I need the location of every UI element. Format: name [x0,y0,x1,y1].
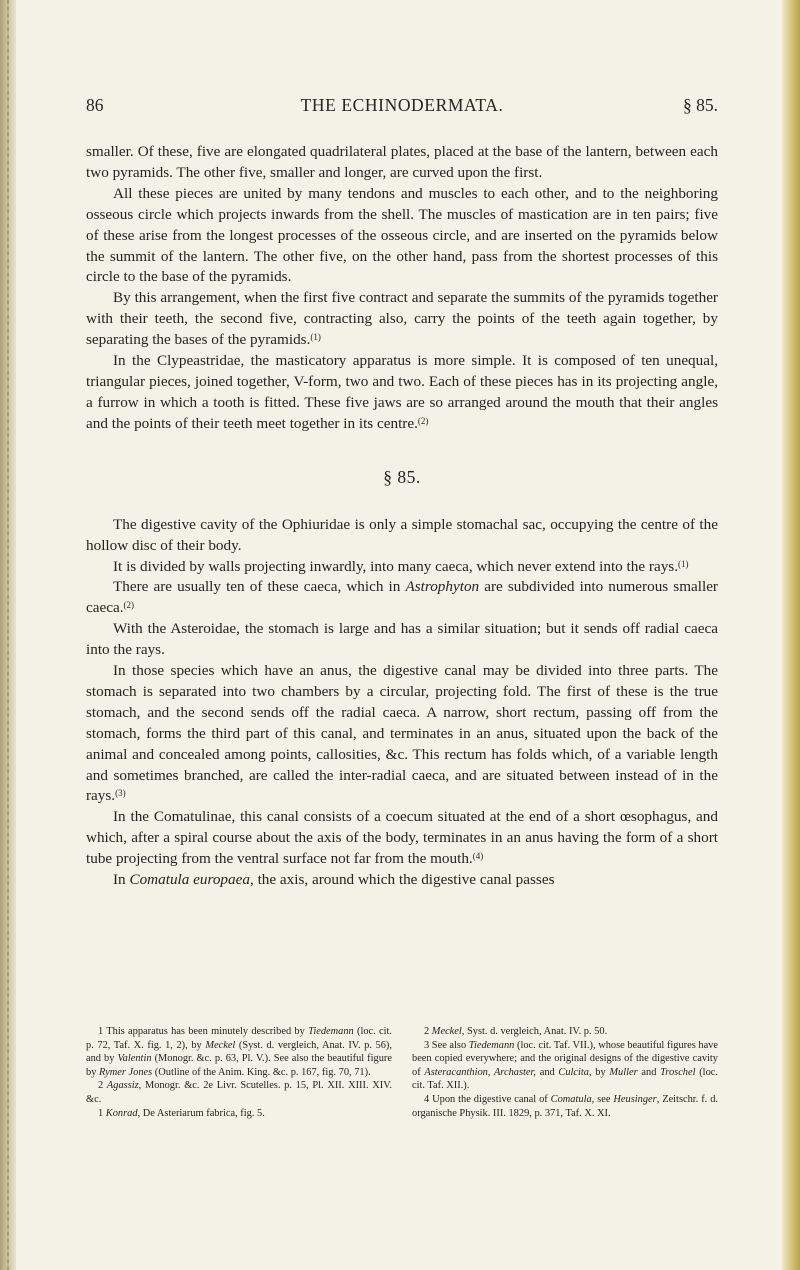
footnote-ref: (2) [417,415,429,426]
text-run: are subdivided into numerous smaller caeca. [86,578,718,617]
footnote-ref: (4) [472,851,484,862]
paragraph-text: It is divided by walls projecting inwardly, into many caeca, which never extend into the rays. [113,557,679,575]
italic-text: Tiedemann [308,1026,354,1037]
text-run: , De Asteriarum fabrica, fig. 5. [137,1107,265,1119]
text-run: (loc. cit. p. 72, Taf. X. fig. 1, 2), by [86,1026,393,1051]
text-run: (loc. cit. Taf. VII.), whose beautiful figures have been copied everywhere; and the original designs of the digestive cavity of [412,1039,718,1078]
text-run: (Monogr. &c. p. 63, Pl. V.). See also the beautiful figure by [86,1053,392,1078]
italic-text: Meckel [205,1039,236,1051]
footnote [412,1025,718,1039]
footnote-ref: (1) [310,332,321,343]
page-number: 86 [86,95,104,115]
paragraph-text: smaller. Of these, five are elongated quadrilateral plates, placed at the base of the lantern, between each two pyramids. The other five, smaller and longer, are curved upon the first. [86,143,718,181]
paragraph [86,288,718,351]
text-run: , Zeitschr. f. d. organische Physik. III. 1829, p. 371, Taf. X. XI. [412,1093,718,1119]
header-section-mark: § 85. [683,95,718,115]
paragraph [86,515,718,557]
italic-text: Heusinger [613,1093,657,1105]
footnote [86,1025,392,1079]
italic-text: Culcita [558,1066,589,1078]
paragraph [86,577,718,619]
running-header [86,92,718,118]
text-run: 2 [424,1026,432,1037]
section-heading: § 85. [383,466,421,487]
footnote [412,1093,718,1120]
text-run: (loc. cit. Taf. XII.). [412,1066,718,1092]
italic-text: Agassiz [106,1080,139,1092]
paragraph [86,142,718,184]
italic-text: Rymer Jones [99,1066,153,1078]
footnote [86,1079,392,1106]
paragraph [86,557,718,578]
paragraph-text: The digestive cavity of the Ophiuridae is only a simple stomachal sac, occupying the centre of the hollow disc of their body. [86,515,718,554]
footnote [86,1107,392,1121]
paragraph-text: In the Comatulinae, this canal consists of a coecum situated at the end of a short œsophagus, and which, after a spiral course about the axis of the body, terminates in an anus having the form of a short tube projecting from the ventral surface not far from the mouth. [86,808,718,868]
text-run: , see [591,1093,614,1105]
italic-text: Astrophyton [405,578,480,596]
paragraph [86,807,718,870]
text-run: , by [589,1066,610,1078]
text-run: and [637,1066,661,1078]
paragraph [86,184,718,289]
paragraph [86,619,718,661]
italic-text: Comatula europaea, [129,871,254,889]
footnotes-left-column [86,1025,392,1120]
paragraph [86,351,718,435]
footnote-ref: (3) [115,788,126,799]
text-run: the axis, around which the digestive canal passes [253,871,555,889]
text-run: There are usually ten of these caeca, which in [113,578,406,596]
text-run: 2 [98,1080,107,1092]
paragraph-text: In those species which have an anus, the digestive canal may be divided into three parts. The stomach is separated into two chambers by a circular, projecting fold. The first of these is the true stomach, and the second sends off the radial caeca. A narrow, short rectum, passing off from the stomach, forms the third part of this canal, and terminates in an anus, situated upon the back of the animal and concealed among points, callosities, &c. This rectum has folds which, of a variable length and sometimes branched, are called the inter-radial caeca, and are situated between instead of in the rays. [86,662,718,805]
paragraph-text: With the Asteroidae, the stomach is large and has a similar situation; but it sends off radial caeca into the rays. [86,620,718,659]
text-run: In [113,871,130,889]
paragraphs-before-section [86,142,718,435]
paragraph-text: By this arrangement, when the first five contract and separate the summits of the pyramids together with their teeth, the second five, contracting also, carry the points of the teeth again together, by separating the bases of the pyramids. [86,289,718,349]
running-title: THE ECHINODERMATA. [300,95,504,115]
text-run: 4 Upon the digestive canal of [424,1093,551,1105]
paragraphs-after-section [86,515,718,891]
footnote [412,1039,718,1093]
text-run: 1 [98,1107,106,1119]
paragraph-text: All these pieces are united by many tendons and muscles to each other, and to the neighboring osseous circle which projects inwards from the shell. The muscles of mastication are in ten pairs; five of these arise from the longest processes of the osseous circle, and are inserted on the pyramids below the summit of the lantern. The other five, on the other hand, pass from the shortest processes of this circle to the base of the pyramids. [86,184,718,286]
italic-text: Valentin [117,1053,152,1065]
italic-text: Troschel [660,1066,696,1078]
body-text [86,142,718,891]
paragraph [86,870,718,891]
text-run: , Syst. d. vergleich, Anat. IV. p. 50. [461,1026,608,1037]
text-run: , Monogr. &c. 2e Livr. Scutelles. p. 15, Pl. XII. XIII. XIV. &c. [86,1080,392,1105]
paragraph-text: In the Clypeastridae, the masticatory apparatus is more simple. It is composed of ten unequal, triangular pieces, joined together, V-form, two and two. Each of these pieces has in its projecting angle, a furrow in which a tooth is fitted. These five jaws are so arranged around the mouth that their angles and the points of their teeth meet together in its centre. [86,352,718,432]
paragraph [86,661,718,807]
text-run: (Syst. d. vergleich, Anat. IV. p. 56), and by [86,1039,392,1065]
italic-text: Asteracanthion, Archaster, [424,1066,536,1078]
footnotes [86,1025,718,1120]
text-run: 1 This apparatus has been minutely described by [98,1026,309,1037]
footnote-ref: (2) [123,600,135,611]
italic-text: Konrad [105,1107,138,1119]
text-run: 3 See also [424,1039,469,1051]
italic-text: Muller [609,1066,638,1078]
italic-text: Tiedemann [468,1039,515,1051]
text-run: (Outline of the Anim. King. &c. p. 167, fig. 70, 71). [152,1066,371,1078]
text-run: and [536,1066,559,1078]
italic-text: Meckel [431,1026,462,1037]
footnotes-right-column [412,1025,718,1120]
italic-text: Comatula [550,1093,592,1105]
footnote-ref: (1) [678,558,689,569]
